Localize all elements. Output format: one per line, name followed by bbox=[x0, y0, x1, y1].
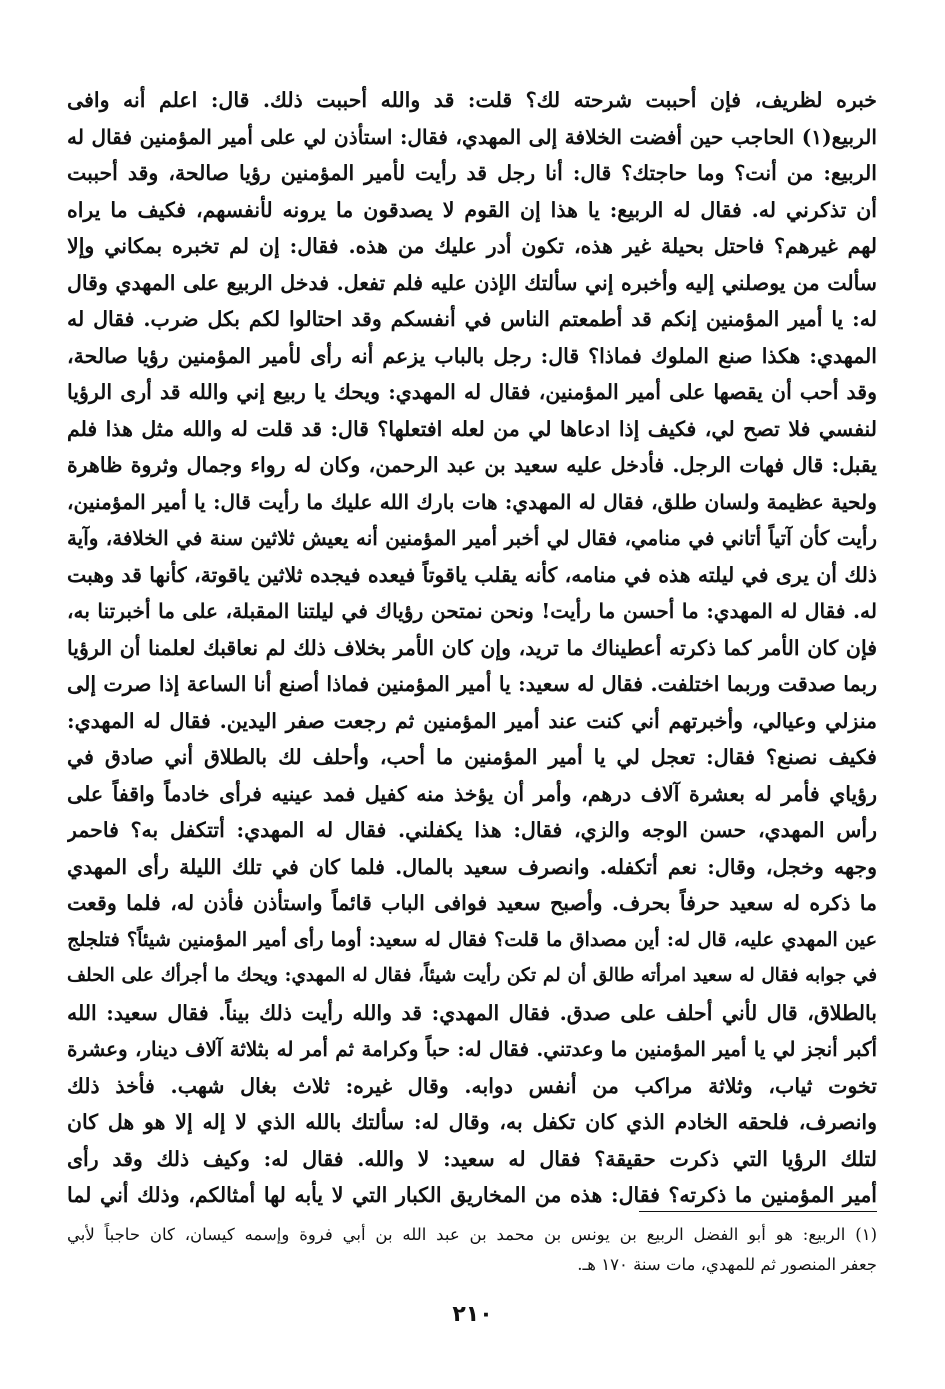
text-line: رؤياي فأمر له بعشرة آلاف درهم، وأمر أن يؤخذ منه كفيل فمد عينيه فرأى خادماً واقفاً على bbox=[67, 781, 877, 806]
text-line: ربما صدقت وربما اختلفت. فقال له سعيد: يا أمير المؤمنين فماذا أصنع أنا الساعة إذا صرت إلى bbox=[67, 672, 877, 696]
text-line: له. فقال له المهدي: ما أحسن ما رأيت! ونحن نمتحن رؤياك في ليلتنا المقبلة، على ما أخبرتنا به، bbox=[67, 599, 877, 623]
footnote-line: (١) الربيع: هو أبو الفضل الربيع بن يونس بن محمد بن عبد الله بن أبي فروة وإسمه كيسان، كان حاجباً لأبي bbox=[67, 1225, 877, 1244]
text-line: أكبر أنجز لي يا أمير المؤمنين ما وعدتني. فقال له: حباً وكرامة ثم أمر له بثلاثة آلاف دينار، وعشرة bbox=[67, 1037, 877, 1061]
text-line: منزلي وعيالي، وأخبرتهم أني كنت عند أمير المؤمنين ثم رجعت صفر اليدين. فقال له المهدي: bbox=[67, 708, 877, 733]
main-text bbox=[67, 82, 877, 1214]
text-line: رأس المهدي، حسن الوجه والزي، فقال: هذا يكفلني. فقال له المهدي: أتتكفل به؟ فاحمر bbox=[67, 818, 877, 842]
text-line: المهدي: هكذا صنع الملوك فماذا؟ قال: رجل بالباب يزعم أنه رأى لأمير المؤمنين رؤيا صالحة، bbox=[67, 343, 877, 368]
text-line: لنفسي فلا تصح لي، فكيف إذا ادعاها لي من لعله افتعلها؟ قال: قد قلت له والله مثل هذا فلم bbox=[67, 416, 877, 441]
text-line: لتلك الرؤيا التي ذكرت حقيقة؟ فقال له سعيد: لا والله. فقال له: وكيف ذلك وقد رأى bbox=[67, 1146, 877, 1171]
text-line: وانصرف، فلحقه الخادم الذي كان تكفل به، وقال له: سألتك بالله الذي لا إله إلا هو هل كان bbox=[67, 1110, 877, 1134]
text-line: في جوابه فقال له سعيد امرأته طالق أن لم تكن رأيت شيئاً، فقال له المهدي: ويحك ما أجرأك على الحلف bbox=[67, 965, 877, 986]
text-line: سألت من يوصلني إليه وأخبره إني سألتك الإذن عليه فلم تفعل. فدخل الربيع على المهدي وقال bbox=[67, 270, 877, 295]
page-number: ٢١٠ bbox=[452, 1302, 493, 1327]
text-line: تخوت ثياب، وثلاثة مراكب من أنفس دوابه. وقال غيره: ثلاث بغال شهب. فأخذ ذلك bbox=[67, 1073, 877, 1098]
text-line: فإن كان الأمر كما ذكرته أعطيناك ما تريد، وإن كان الأمر بخلاف ذلك لم نعاقبك لعلمنا أن الرؤيا bbox=[67, 635, 877, 660]
text-line: رأيت كأن آتياً أتاني في منامي، فقال لي أخبر أمير المؤمنين أنه يعيش ثلاثين سنة في الخلافة، وآية bbox=[67, 526, 877, 550]
text-line: خبره لظريف، فإن أحببت شرحته لك؟ قلت: قد والله أحببت ذلك. قال: اعلم أنه وافى bbox=[67, 88, 877, 112]
text-line: يقبل: قال فهات الرجل. فأدخل عليه سعيد بن عبد الرحمن، وكان له رواء وجمال وثروة ظاهرة bbox=[67, 453, 877, 477]
text-line: الربيع(١) الحاجب حين أفضت الخلافة إلى المهدي، فقال: استأذن لي على أمير المؤمنين فقال له bbox=[67, 124, 877, 149]
footnote-divider bbox=[639, 1211, 877, 1212]
text-line: فكيف نصنع؟ فقال: تعجل لي يا أمير المؤمنين ما أحب، وأحلف لك بالطلاق أني صادق في bbox=[67, 745, 877, 769]
text-line: الربيع: من أنت؟ وما حاجتك؟ قال: أنا رجل قد رأيت لأمير المؤمنين رؤيا صالحة، وقد أحببت bbox=[67, 161, 877, 185]
text-line: وقد أحب أن يقصها على أمير المؤمنين، فقال له المهدي: ويحك يا ربيع إني والله قد أرى الرؤيا bbox=[67, 380, 877, 404]
text-line: بالطلاق، قال لأني أحلف على صدق. فقال المهدي: قد والله رأيت ذلك بيناً. فقال سعيد: الله bbox=[67, 1000, 877, 1025]
text-line: له: يا أمير المؤمنين إنكم قد أطمعتم الناس في أنفسكم وقد احتالوا لكم بكل ضرب. فقال له bbox=[67, 307, 877, 331]
text-line: وجهه وخجل، وقال: نعم أتكفله. وانصرف سعيد بالمال. فلما كان في تلك الليلة رأى المهدي bbox=[67, 854, 877, 879]
text-line: لهم غيرهم؟ فاحتل بحيلة غير هذه، تكون أدر عليك من هذه. فقال: إن لم تخبره بمكاني وإلا bbox=[67, 234, 877, 258]
text-line: أن تذكرني له. فقال له الربيع: يا هذا إن القوم لا يصدقون ما يرونه لأنفسهم، فكيف ما يراه bbox=[67, 197, 877, 222]
text-line: ذلك أن يرى في ليلته هذه في منامه، كأنه يقلب ياقوتاً فيعده فيجده ثلاثين ياقوتة، كأنها قد وهبت bbox=[67, 562, 877, 587]
footnote-line: جعفر المنصور ثم للمهدي، مات سنة ١٧٠ هـ. bbox=[577, 1255, 877, 1274]
footnotes bbox=[67, 1220, 877, 1280]
text-line: أمير المؤمنين ما ذكرته؟ فقال: هذه من المخاريق الكبار التي لا يأبه لها أمثالكم، وذلك أني لما bbox=[67, 1183, 877, 1207]
text-line: عين المهدي عليه، قال له: أين مصداق ما قلت؟ فقال له سعيد: أوما رأى أمير المؤمنين شيئاً؟ فتلجلج bbox=[67, 927, 877, 951]
text-line: ما ذكره له سعيد حرفاً بحرف. وأصبح سعيد فوافى الباب قائماً واستأذن فأذن له، فلما وقعت bbox=[67, 891, 877, 915]
text-line: ولحية عظيمة ولسان طلق، فقال له المهدي: هات بارك الله عليك ما رأيت قال: يا أمير المؤمنين، bbox=[67, 489, 877, 514]
